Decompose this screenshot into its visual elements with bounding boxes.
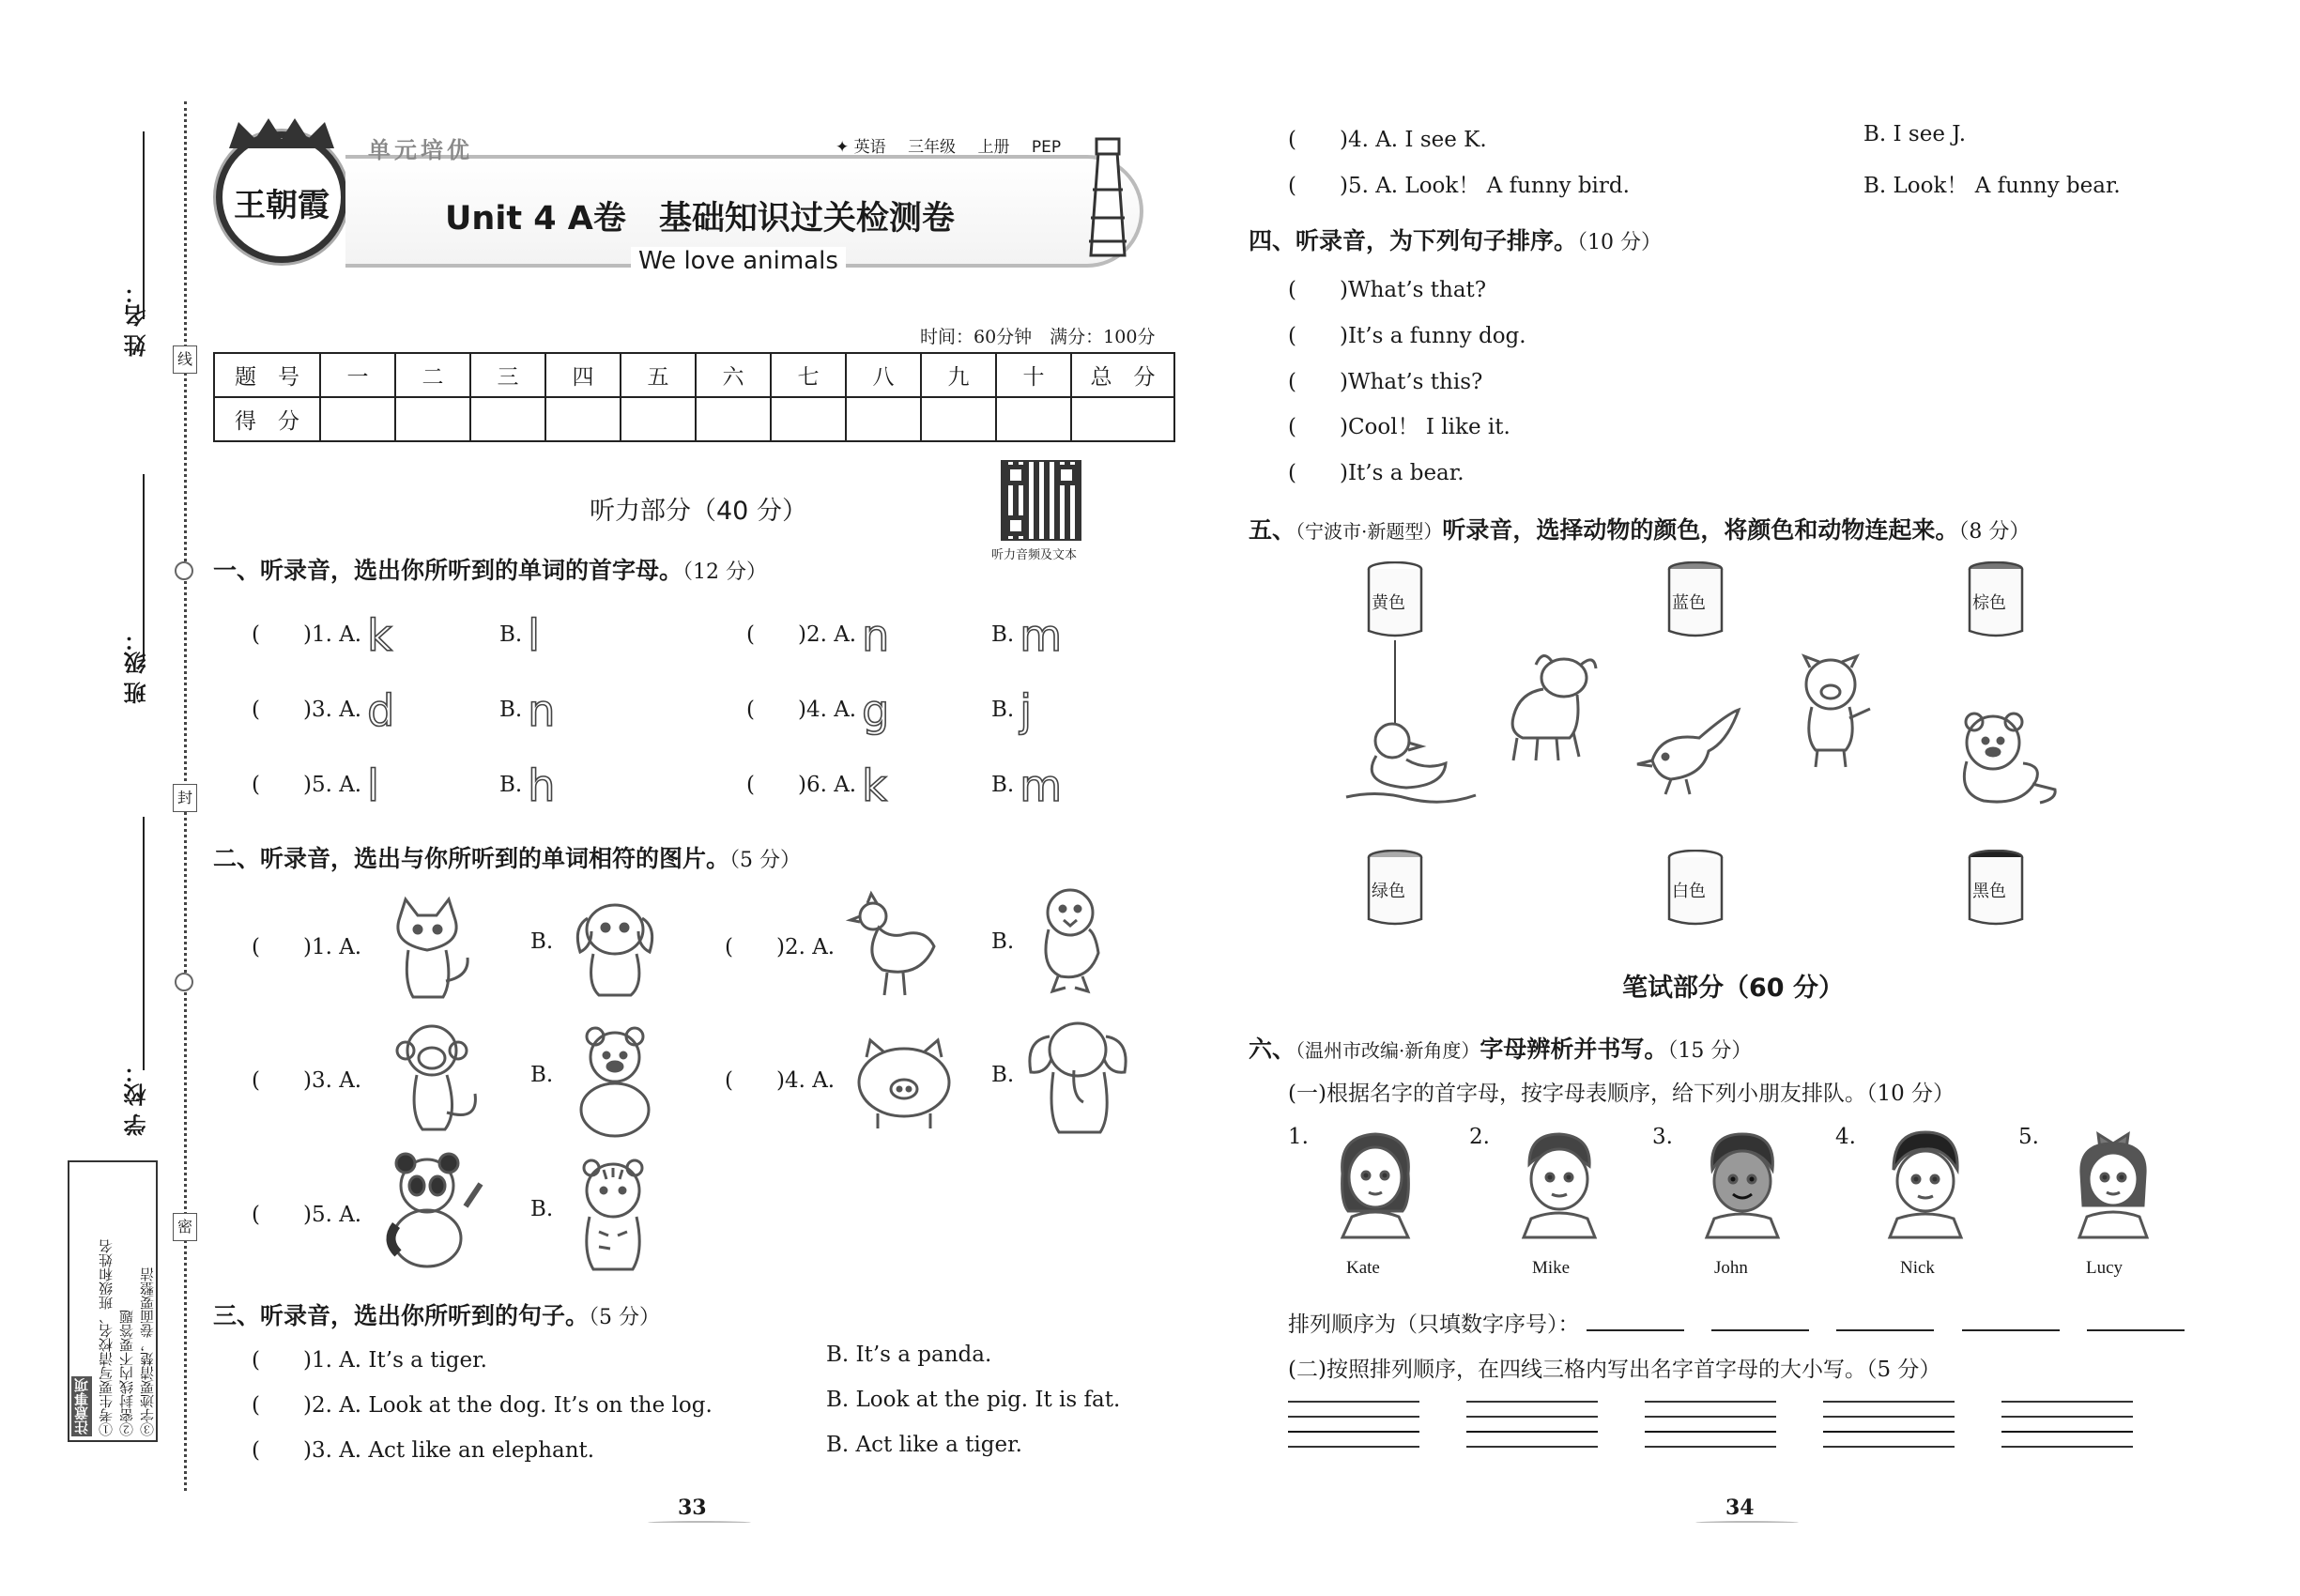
score-cell[interactable]	[395, 397, 470, 441]
s1-item-num: ( )3. A.	[252, 698, 362, 722]
paint-label-black: 黑色	[1972, 882, 2006, 901]
dog-image[interactable]	[563, 890, 667, 1006]
kid-5-num: 5.	[2018, 1125, 2039, 1149]
s1-item-num: ( )5. A.	[252, 773, 362, 797]
duck-swimming-image[interactable]	[1341, 718, 1481, 816]
s1-option-a[interactable]: l	[367, 760, 379, 811]
page-number-right: 34	[1725, 1496, 1755, 1520]
s1-item-4	[746, 685, 889, 736]
s1-b-label: B.	[991, 773, 1015, 797]
s1-item-6	[746, 760, 887, 811]
kid-3-num: 3.	[1652, 1125, 1673, 1149]
s1-option-a[interactable]: k	[862, 760, 887, 811]
s3-item-2-a: ( )2. A. Look at the dog. It’s on the log.	[252, 1393, 713, 1418]
s1-option-a[interactable]: k	[367, 610, 392, 661]
s1-option-b[interactable]: h	[528, 760, 556, 811]
section-3-text: 三、听录音，选出你所听到的句子。	[213, 1302, 590, 1329]
qr-caption: 听力音频及文本	[991, 548, 1078, 562]
paint-label-yellow: 黄色	[1372, 593, 1405, 613]
section-4-text: 四、听录音，为下列句子排序。	[1249, 227, 1578, 254]
s3-item-3-a: ( )3. A. Act like an elephant.	[252, 1438, 595, 1463]
score-cell[interactable]	[320, 397, 395, 441]
volume: 上册	[977, 138, 1010, 157]
piglet-image[interactable]	[1784, 652, 1878, 774]
s3-item-5-b: B. Look！ A funny bear.	[1863, 174, 2121, 198]
page-number-ornament-right	[1695, 1521, 1799, 1525]
paint-can-blue[interactable]	[1666, 561, 1725, 638]
paint-label-green: 绿色	[1372, 882, 1405, 901]
section-2-title	[213, 840, 801, 874]
score-cell[interactable]	[921, 397, 996, 441]
section-5-title	[1249, 512, 2030, 545]
bear-image[interactable]	[563, 1023, 667, 1144]
writing-heading: 笔试部分（60 分）	[1622, 974, 1844, 1003]
edition: PEP	[1031, 138, 1062, 157]
kid-5-name: Lucy	[2086, 1258, 2124, 1278]
s2-item-3-b: B.	[530, 1063, 554, 1087]
s1-option-a[interactable]: g	[862, 685, 890, 736]
s1-option-b[interactable]: m	[1020, 760, 1063, 811]
order-blank-1[interactable]	[1587, 1311, 1684, 1331]
kid-1-name: Kate	[1346, 1258, 1380, 1278]
order-blank-3[interactable]	[1836, 1311, 1934, 1331]
seal-char-mi: 密	[173, 1213, 197, 1241]
s3-item-4-a: ( )4. A. I see K.	[1288, 128, 1487, 152]
page-subtitle: We love animals	[631, 247, 846, 275]
kid-john-image[interactable]	[1690, 1127, 1793, 1243]
paint-label-white: 白色	[1672, 882, 1706, 901]
writing-grid-1[interactable]	[1288, 1401, 1419, 1463]
score-head-2: 二	[395, 353, 470, 397]
section-6-number: 六、	[1249, 1036, 1296, 1063]
s1-b-label: B.	[499, 622, 523, 647]
qr-code-icon[interactable]	[1001, 460, 1081, 541]
s1-item-4-b	[991, 685, 1032, 736]
writing-grid-4[interactable]	[1823, 1401, 1955, 1463]
subject: 英语	[853, 138, 886, 157]
kid-2-num: 2.	[1469, 1125, 1490, 1149]
page-number-left: 33	[678, 1496, 707, 1520]
seal-char-xian: 线	[173, 345, 197, 374]
s2-item-2: ( )2. A.	[725, 935, 836, 959]
score-value-row	[214, 397, 1174, 441]
s1-item-3	[252, 685, 394, 736]
section-2-points: （5 分）	[729, 849, 802, 872]
s1-item-2-b	[991, 610, 1062, 661]
section-6-points: （15 分）	[1667, 1039, 1753, 1063]
kid-3-name: John	[1714, 1258, 1748, 1278]
s1-option-b[interactable]: l	[528, 610, 540, 661]
hen-image[interactable]	[845, 890, 948, 1006]
s4-item-1: ( )What’s that?	[1288, 278, 1487, 302]
notice-item-2: ②密封线内不要答题	[118, 1310, 135, 1436]
series-badge: 单元培优	[368, 137, 473, 163]
time-info: 时间：60分钟 满分：100分	[920, 327, 1156, 347]
kid-kate-image[interactable]	[1324, 1127, 1427, 1243]
s1-option-b[interactable]: n	[528, 685, 556, 736]
order-label: 排列顺序为（只填数字序号）：	[1288, 1312, 1580, 1337]
score-row-label: 得 分	[214, 397, 320, 441]
example-match-line	[1394, 640, 1396, 723]
section-3-points: （5 分）	[589, 1306, 661, 1329]
section-4-points: （10 分）	[1577, 231, 1663, 254]
paint-can-white[interactable]	[1666, 850, 1725, 927]
tiger-image[interactable]	[561, 1157, 665, 1278]
s4-item-3: ( )What’s this?	[1288, 370, 1483, 394]
score-table	[213, 352, 1175, 442]
section-1-title	[213, 552, 767, 586]
duck-image[interactable]	[1019, 882, 1122, 1004]
s1-b-label: B.	[499, 698, 523, 722]
class-label: 班 级：	[124, 629, 150, 705]
s1-b-label: B.	[499, 773, 523, 797]
order-blank-5[interactable]	[2087, 1311, 2185, 1331]
writing-grid-3[interactable]	[1645, 1401, 1776, 1463]
section-6-text: 字母辨析并书写。	[1480, 1036, 1668, 1063]
score-head-5: 五	[621, 353, 696, 397]
s1-item-num: ( )1. A.	[252, 622, 362, 647]
section-6-title	[1249, 1031, 1752, 1065]
s1-item-5-b	[499, 760, 555, 811]
score-head-total: 总 分	[1071, 353, 1174, 397]
kid-2-name: Mike	[1532, 1258, 1571, 1278]
s2-item-3: ( )3. A.	[252, 1068, 362, 1093]
s3-item-3-b: B. Act like a tiger.	[826, 1433, 1022, 1457]
lighthouse-icon	[1080, 133, 1136, 269]
crown-icon	[225, 115, 338, 156]
s3-item-1-a: ( )1. A. It’s a tiger.	[252, 1348, 487, 1373]
s2-item-5: ( )5. A.	[252, 1203, 362, 1227]
writing-grid-5[interactable]	[2001, 1401, 2133, 1463]
s1-item-6-b	[991, 760, 1062, 811]
score-cell[interactable]	[696, 397, 771, 441]
s3-item-5-a: ( )5. A. Look！ A funny bird.	[1288, 174, 1630, 198]
score-cell[interactable]	[771, 397, 846, 441]
score-header-row	[214, 353, 1174, 397]
s2-item-4: ( )4. A.	[725, 1068, 836, 1093]
page-title: Unit 4 A卷 基础知识过关检测卷	[445, 200, 955, 238]
s6-part-2-instruction: (二)按照排列顺序，在四线三格内写出名字首字母的大小写。（5 分）	[1288, 1358, 1941, 1382]
school-label: 学 校：	[124, 1061, 150, 1137]
score-head-10: 十	[996, 353, 1071, 397]
page-number-ornament-left	[648, 1521, 751, 1525]
kid-4-num: 4.	[1835, 1125, 1856, 1149]
paint-can-yellow[interactable]	[1366, 561, 1424, 638]
school-underline	[143, 817, 145, 1070]
score-head-8: 八	[846, 353, 921, 397]
bird-image[interactable]	[1633, 704, 1746, 802]
paint-label-brown: 棕色	[1972, 593, 2006, 613]
notice-item-3: ③字迹要清楚，卷面要整洁	[139, 1267, 156, 1436]
s4-item-4: ( )Cool！ I like it.	[1288, 415, 1510, 439]
kid-nick-image[interactable]	[1873, 1127, 1976, 1243]
s2-item-2-b: B.	[991, 929, 1015, 954]
s1-item-5	[252, 760, 379, 811]
score-head-6: 六	[696, 353, 771, 397]
paint-can-green[interactable]	[1366, 850, 1424, 927]
pig-image[interactable]	[850, 1031, 958, 1138]
s1-item-num: ( )2. A.	[746, 622, 857, 647]
section-2-text: 二、听录音，选出与你所听到的单词相符的图片。	[213, 845, 730, 872]
section-5-number: 五、	[1249, 516, 1296, 544]
s1-b-label: B.	[991, 622, 1015, 647]
s2-item-4-b: B.	[991, 1063, 1015, 1087]
notice-box	[68, 1160, 158, 1442]
s1-item-1-b	[499, 610, 540, 661]
score-cell[interactable]	[1071, 397, 1174, 441]
score-head-label: 题 号	[214, 353, 320, 397]
score-cell[interactable]	[996, 397, 1071, 441]
s1-option-b[interactable]: m	[1020, 610, 1063, 661]
paint-can-brown[interactable]	[1967, 561, 2025, 638]
sparkle-icon: ✦	[836, 138, 850, 157]
s2-item-5-b: B.	[530, 1197, 554, 1221]
puppy-image[interactable]	[1491, 648, 1603, 774]
score-head-9: 九	[921, 353, 996, 397]
writing-grid-2[interactable]	[1466, 1401, 1598, 1463]
section-3-title	[213, 1297, 660, 1331]
monkey-image[interactable]	[385, 1019, 488, 1144]
name-label: 姓 名：	[124, 282, 150, 358]
paint-label-blue: 蓝色	[1672, 593, 1706, 613]
paint-can-black[interactable]	[1967, 850, 2025, 927]
cat-image[interactable]	[376, 892, 479, 1008]
s1-option-b[interactable]: j	[1020, 685, 1032, 736]
kid-mike-image[interactable]	[1507, 1127, 1610, 1243]
seal-clip-icon-2	[175, 973, 193, 991]
s3-item-2-b: B. Look at the pig. It is fat.	[826, 1388, 1121, 1412]
s1-item-3-b	[499, 685, 555, 736]
s2-item-1-b: B.	[530, 929, 554, 954]
seal-clip-icon-1	[175, 561, 193, 580]
s1-option-a[interactable]: n	[862, 610, 890, 661]
panda-image[interactable]	[376, 1150, 488, 1276]
bear-cub-image[interactable]	[1939, 709, 2061, 816]
s6-part-1-instruction: (一)根据名字的首字母，按字母表顺序，给下列小朋友排队。（10 分）	[1288, 1082, 1955, 1106]
score-cell[interactable]	[470, 397, 545, 441]
brand-name: 王朝霞	[234, 187, 330, 224]
subject-info	[836, 133, 1061, 157]
s1-option-a[interactable]: d	[367, 685, 395, 736]
score-head-3: 三	[470, 353, 545, 397]
section-1-text: 一、听录音，选出你所听到的单词的首字母。	[213, 557, 683, 584]
s3-item-4-b: B. I see J.	[1863, 122, 1967, 146]
notice-title: 注意事项	[73, 1378, 90, 1435]
kid-lucy-image[interactable]	[2061, 1127, 2164, 1243]
notice-item-1: ①考生要写清校名、班级和姓名	[98, 1239, 115, 1436]
section-4-title	[1249, 223, 1662, 256]
order-blank-2[interactable]	[1711, 1311, 1809, 1331]
kid-1-num: 1.	[1288, 1125, 1309, 1149]
score-cell[interactable]	[621, 397, 696, 441]
s1-item-num: ( )4. A.	[746, 698, 857, 722]
seal-char-feng: 封	[173, 784, 197, 812]
order-row	[1288, 1307, 2185, 1338]
section-5-text: 听录音，选择动物的颜色，将颜色和动物连起来。	[1442, 516, 1959, 544]
s1-b-label: B.	[991, 698, 1015, 722]
score-head-1: 一	[320, 353, 395, 397]
s4-item-5: ( )It’s a bear.	[1288, 461, 1464, 485]
s2-item-1: ( )1. A.	[252, 935, 362, 959]
s1-item-num: ( )6. A.	[746, 773, 857, 797]
grade: 三年级	[908, 138, 957, 157]
section-5-tag: （宁波市·新题型）	[1296, 520, 1443, 543]
kid-4-name: Nick	[1900, 1258, 1935, 1278]
score-cell[interactable]	[545, 397, 621, 441]
s3-item-1-b: B. It’s a panda.	[826, 1343, 992, 1367]
s1-item-2	[746, 610, 889, 661]
s4-item-2: ( )It’s a funny dog.	[1288, 324, 1526, 348]
order-blank-4[interactable]	[1962, 1311, 2060, 1331]
section-5-points: （8 分）	[1958, 520, 2031, 544]
section-6-tag: （温州市改编·新角度）	[1296, 1039, 1480, 1062]
s1-item-1	[252, 610, 392, 661]
score-cell[interactable]	[846, 397, 921, 441]
score-head-4: 四	[545, 353, 621, 397]
score-head-7: 七	[771, 353, 846, 397]
section-1-points: （12 分）	[682, 560, 768, 584]
listening-heading: 听力部分（40 分）	[590, 497, 807, 526]
elephant-image[interactable]	[1021, 1012, 1134, 1143]
